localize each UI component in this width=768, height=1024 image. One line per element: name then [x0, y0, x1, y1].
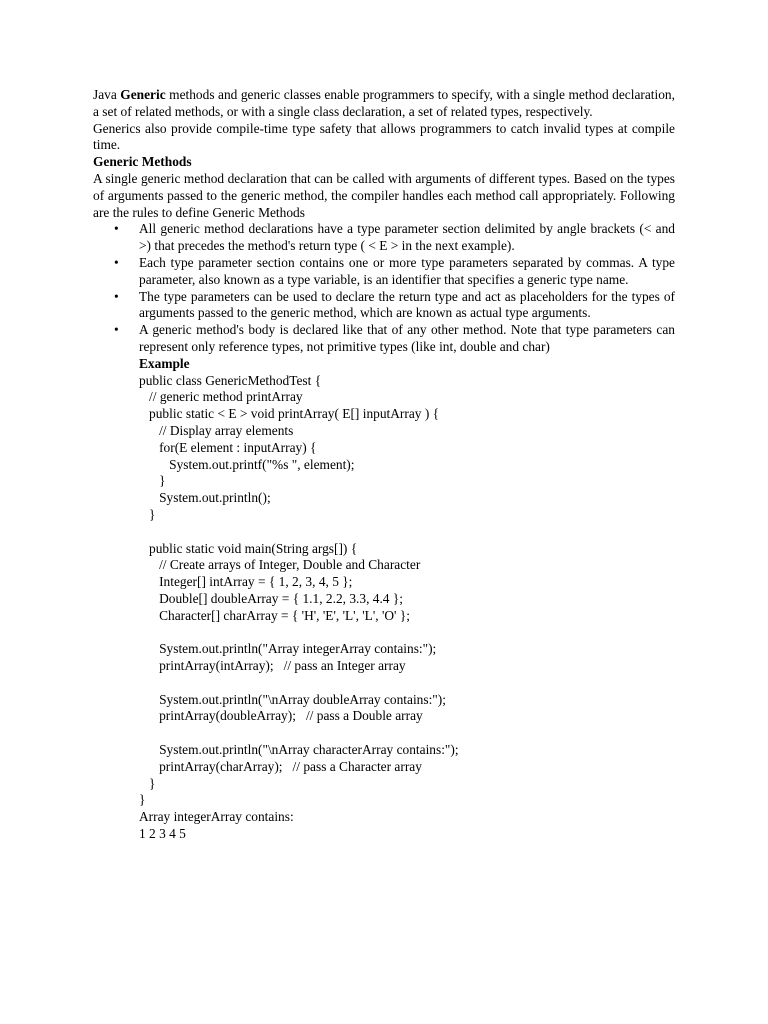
output-line: Array integerArray contains:	[139, 809, 294, 825]
rule-item	[93, 289, 675, 323]
code-line: for(E element : inputArray) {	[139, 439, 317, 455]
rule-item	[93, 322, 675, 356]
code-line: printArray(doubleArray); // pass a Double array	[139, 708, 423, 724]
bullet-icon: •	[114, 254, 119, 270]
code-blank-line	[139, 625, 675, 642]
example-block	[139, 356, 675, 843]
code-line: Double[] doubleArray = { 1.1, 2.2, 3.3, 4.4 };	[139, 590, 404, 606]
code-line: }	[139, 506, 156, 522]
bullet-icon: •	[114, 322, 119, 338]
intro-rest: methods and generic classes enable programmers to specify, with a single method declaration, a set of related methods, or with a single class declaration, a set of related types, respectively.	[93, 87, 675, 119]
code-line: Integer[] intArray = { 1, 2, 3, 4, 5 };	[139, 574, 353, 590]
example-heading: Example	[139, 355, 190, 371]
code-line: public static void main(String args[]) {	[139, 540, 358, 556]
code-line: // Create arrays of Integer, Double and Character	[139, 557, 421, 573]
document-body	[93, 87, 675, 843]
code-line: System.out.println();	[139, 490, 271, 506]
bullet-icon: •	[114, 288, 119, 304]
code-line: }	[139, 775, 156, 791]
code-line: System.out.println("Array integerArray contains:");	[139, 641, 437, 657]
code-line: public class GenericMethodTest {	[139, 372, 322, 388]
intro-word-java: Java	[93, 87, 117, 102]
code-line: public static < E > void printArray( E[] inputArray ) {	[139, 406, 440, 422]
rule-text: A generic method's body is declared like that of any other method. Note that type parameters can represent only reference types, not primitive types (like int, double and char)	[139, 322, 675, 354]
code-blank-line	[139, 524, 675, 541]
section-paragraph: A single generic method declaration that can be called with arguments of different types. Based on the types of arguments passed to the generic method, the compiler handles each method call appropriately. Following are the rules to define Generic Methods	[93, 170, 675, 220]
code-line: printArray(charArray); // pass a Character array	[139, 758, 422, 774]
code-line: System.out.printf("%s ", element);	[139, 456, 355, 472]
intro-paragraph	[93, 87, 675, 121]
rule-item	[93, 221, 675, 255]
rule-text: Each type parameter section contains one or more type parameters separated by commas. A type parameter, also known as a type variable, is an identifier that specifies a generic type name.	[139, 254, 675, 287]
intro-paragraph-2: Generics also provide compile-time type safety that allows programmers to catch invalid types at compile time.	[93, 120, 675, 153]
code-line: printArray(intArray); // pass an Integer array	[139, 658, 406, 674]
rules-list	[93, 221, 675, 355]
code-blank-line	[139, 725, 675, 742]
program-output	[139, 809, 675, 843]
code-line: }	[139, 473, 166, 489]
intro-word-generic: Generic	[120, 87, 166, 102]
code-line: System.out.println("\nArray doubleArray contains:");	[139, 691, 446, 707]
code-line: // generic method printArray	[139, 389, 303, 405]
section-heading: Generic Methods	[93, 154, 192, 170]
code-line: // Display array elements	[139, 422, 294, 438]
rule-item	[93, 255, 675, 289]
code-blank-line	[139, 675, 675, 692]
rule-text: All generic method declarations have a type parameter section delimited by angle brackets (< and >) that precedes the method's return type ( < E > in the next example).	[139, 221, 675, 254]
output-line: 1 2 3 4 5	[139, 826, 186, 842]
code-line: Character[] charArray = { 'H', 'E', 'L', 'L', 'O' };	[139, 607, 410, 623]
bullet-icon: •	[114, 221, 119, 237]
code-line: }	[139, 792, 146, 808]
code-listing	[139, 373, 675, 810]
rule-text: The type parameters can be used to declare the return type and act as placeholders for the types of arguments passed to the generic method, which are known as actual type arguments.	[139, 288, 675, 321]
code-line: System.out.println("\nArray characterArray contains:");	[139, 742, 459, 758]
